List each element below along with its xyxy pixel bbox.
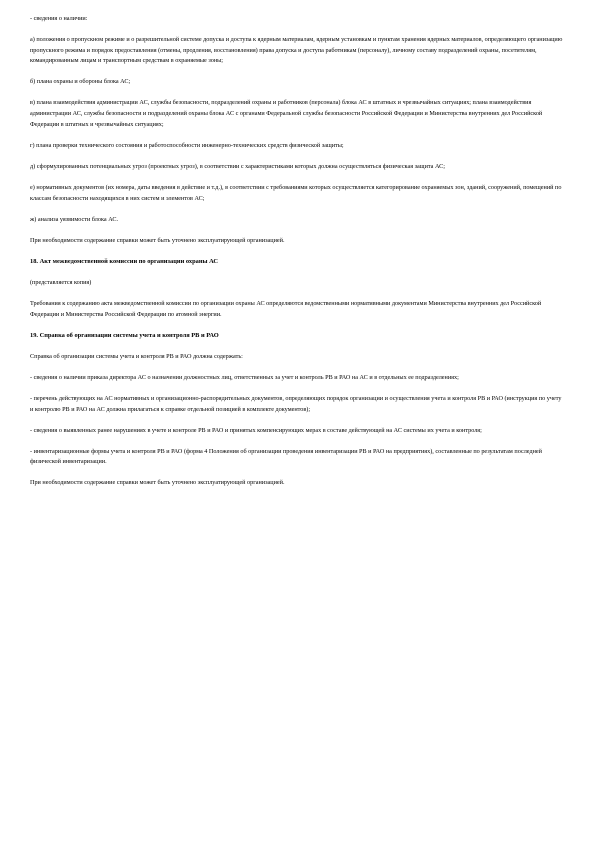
paragraph-guard-plan: б) плана охраны и обороны блока АС; [30, 78, 131, 86]
section-heading-18: 18. Акт межведомственной комиссии по организации охраны АС [30, 257, 219, 265]
paragraph-copy-note: (представляется копия) [30, 278, 92, 286]
paragraph-clarification-note-2: При необходимости содержание справки может быть уточнено эксплуатирующей организацией. [30, 479, 285, 487]
paragraph-documents-list: - перечень действующих на АС нормативных и организационно-распорядительных документов, определяющих порядок организации и осуществления учета и контроля РВ и РАО (инструкция по учету и контролю РВ и РАО на АС должна прилагаться к справке отдельной позицией в комплекте документов); [30, 394, 562, 413]
paragraph-act-requirements: Требования к содержанию акта межведомственной комиссии по организации охраны АС определяются ведомственными нормативными документами Министерства внутренних дел Российской Федерации и Министерства Российской Федерации по атомной энергии. [30, 300, 542, 318]
paragraph-director-order: - сведения о наличии приказа директора АС о назначении должностных лиц, ответственных за учет и контроль РВ и РАО на АС и в отдельных ее подразделениях; [30, 373, 459, 381]
paragraph-clarification-note-1: При необходимости содержание справки может быть уточнено эксплуатирующей организацией. [30, 236, 285, 244]
paragraph-accounting-intro: Справка об организации системы учета и контроля РВ и РАО должна содержать: [30, 352, 243, 360]
section-heading-19: 19. Справка об организации системы учета и контроля РВ и РАО [30, 331, 219, 339]
paragraph-vulnerability: ж) анализа уязвимости блока АС. [30, 215, 119, 223]
paragraph-normative-docs: е) нормативных документов (их номера, даты введения в действие и т.д.), в соответствии с требованиями которых осуществляется категорирование охраняемых зон, зданий, сооружений, помещений по классам безопасности находящихся в них систем и элементов АС; [30, 183, 562, 202]
document-page [30, 14, 565, 500]
paragraph-access-regulation: а) положения о пропускном режиме и о разрешительной системе допуска и доступа к ядерным материалам, ядерным установкам и пунктам хранения ядерных материалов, определяющего организацию пропускного режима и порядок предоставления (отмены, продления, восстановления) права допуска и доступа работникам (персоналу), личному составу подразделений охраны, посетителям, командированным лицам и транспортным средствам в охраняемые зоны; [30, 36, 563, 65]
paragraph-violations: - сведения о выявленных ранее нарушениях в учете и контроле РВ и РАО и принятых компенсирующих мерах в составе действующей на АС системы их учета и контроля; [30, 426, 482, 434]
paragraph-threats: д) сформулированных потенциальных угроз (проектных угроз), в соответствии с характеристиками которых должна осуществляться физическая защита АС; [30, 162, 445, 170]
paragraph-inspection-plan: г) плана проверки технического состояния и работоспособности инженерно-технических средств физической защиты; [30, 141, 344, 149]
paragraph-availability-intro: - сведения о наличии: [30, 15, 88, 22]
paragraph-interaction-plan: в) плана взаимодействия администрации АС, службы безопасности, подразделений охраны и работников (персонала) блока АС в штатных и чрезвычайных ситуациях; плана взаимодействия администрации АС, службы безопасности и подразделений охраны блока АС с органами Федеральной службы безопасности Российской Федерации и Министерства внутренних дел Российской Федерации в штатных и чрезвычайных ситуациях; [30, 99, 543, 128]
paragraph-inventory-forms: - инвентаризационные формы учета и контроля РВ и РАО (форма 4 Положения об организации проведения инвентаризации РВ и РАО на предприятиях), составленные по результатам последней физической инвентаризации. [30, 447, 542, 466]
